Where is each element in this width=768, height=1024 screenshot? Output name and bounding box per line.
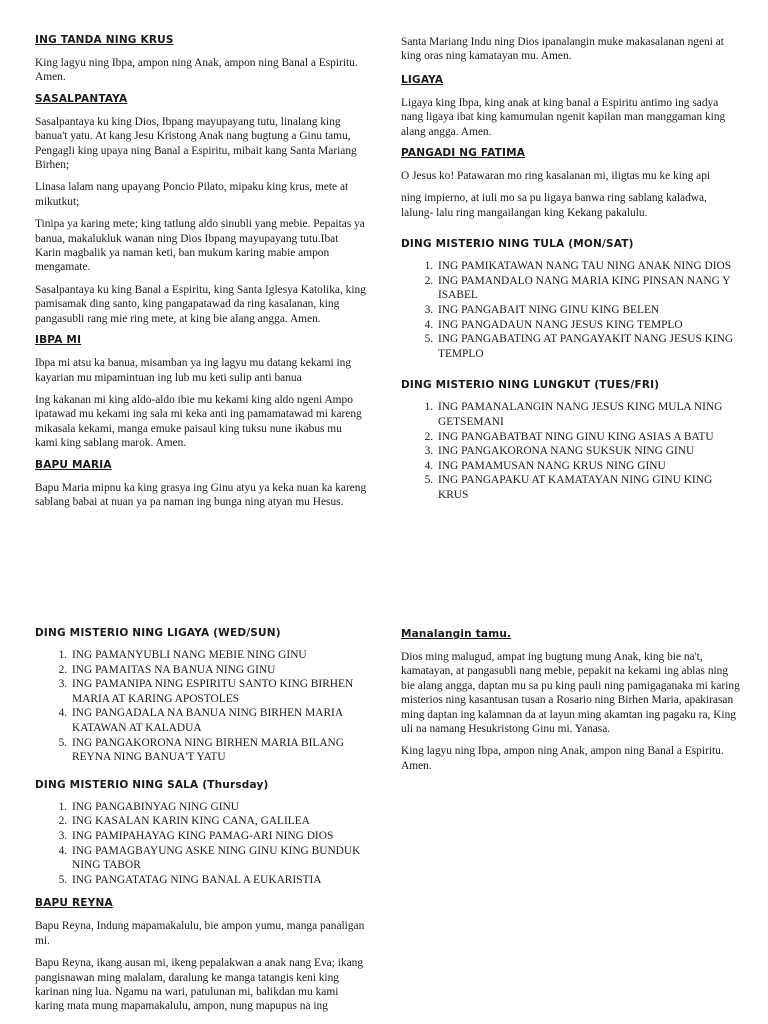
heading-pangadi-fatima: PANGADI NG FATIMA xyxy=(401,147,526,160)
paragraph: Bapu Maria mipnu ka king grasya ing Ginu atyu ya keka nuan ka kareng sablang babai at nuan ya pa naman ing bunga ning atyan mu Hesus. xyxy=(35,481,367,508)
paragraph: Bapu Reyna, Indung mapamakalulu, bie ampon yumu, manga panaligan mi. xyxy=(35,920,365,947)
list-item: 3. ING PANGABAIT NING GINU KING BELEN xyxy=(436,303,741,318)
mysteries-list-tula xyxy=(401,259,741,361)
paragraph: Ibpa mi atsu ka banua, misamban ya ing lagyu mu datang kekami ing kayarian mu mipamintuan ing lub mu keti sulip anti banua xyxy=(35,357,352,384)
heading-bapu-reyna: BAPU REYNA xyxy=(35,897,113,910)
list-item: 1. ING PANGABINYAG NING GINU xyxy=(70,800,367,815)
heading-misterio-sala: DING MISTERIO NING SALA (Thursday) xyxy=(35,778,269,791)
column-top-right xyxy=(401,35,741,513)
list-item: 3. ING PAMIPAHAYAG KING PAMAG-ARI NING DIOS xyxy=(70,829,367,844)
list-item: 1. ING PAMANALANGIN NANG JESUS KING MULA NING GETSEMANI xyxy=(436,400,741,429)
paragraph: Ing kakanan mi king aldo-aldo ibie mu kekami king aldo ngeni Ampo ipatawad mu kekami ing sala mi keka anti ing pamamatawad mi kareng mikasala kekami, manga emuke paisaul king tuksu nune ikabus mu kami king sablang marok. Amen. xyxy=(35,393,362,450)
paragraph: King lagyu ning Ibpa, ampon ning Anak, ampon ning Banal a Espiritu. Amen. xyxy=(401,745,724,772)
list-item: 5. ING PANGABATING AT PANGAYAKIT NANG JESUS KING TEMPLO xyxy=(436,332,741,361)
mysteries-list-sala xyxy=(35,800,367,888)
list-item: 4. ING PAMAGBAYUNG ASKE NING GINU KING BUNDUK NING TABOR xyxy=(70,844,367,873)
paragraph: ning impierno, at iuli mo sa pu ligaya banwa ring sablang kaladwa, lalung- lalu ring mangailangan king Kekang pakalulu. xyxy=(401,192,707,219)
paragraph: King lagyu ning Ibpa, ampon ning Anak, ampon ning Banal a Espiritu. Amen. xyxy=(35,57,358,84)
heading-bapu-maria: BAPU MARIA xyxy=(35,458,112,471)
list-item: 5. ING PANGAKORONA NING BIRHEN MARIA BILANG REYNA NING BANUA'T YATU xyxy=(70,736,367,765)
list-item: 3. ING PANGAKORONA NANG SUKSUK NING GINU xyxy=(436,444,741,459)
heading-misterio-ligaya: DING MISTERIO NING LIGAYA (WED/SUN) xyxy=(35,627,281,639)
heading-ligaya: LIGAYA xyxy=(401,73,444,86)
paragraph: Linasa lalam nang upayang Poncio Pilato, mipaku king krus, mete at mikutkut; xyxy=(35,181,349,208)
paragraph: Sasalpantaya ku king Banal a Espiritu, king Santa Iglesya Katolika, king pamisamak ding santo, king pangapatawad da ring kasalanan, king pangasubli rang mie ring mete, at king bie alang angga. Amen. xyxy=(35,283,366,325)
list-item: 4. ING PANGADALA NA BANUA NING BIRHEN MARIA KATAWAN AT KALADUA xyxy=(70,706,367,735)
paragraph: Ligaya king Ibpa, king anak at king banal a Espiritu antimo ing sadya nang ligaya ibat king kamumulan ngenit kapilan man manggaman king alang angga. Amen. xyxy=(401,96,726,138)
mysteries-list-ligaya xyxy=(35,648,367,765)
list-item: 5. ING PANGATATAG NING BANAL A EUKARISTIA xyxy=(70,873,367,888)
list-item: 1. ING PAMANYUBLI NANG MEBIE NING GINU xyxy=(70,648,367,663)
paragraph: O Jesus ko! Patawaran mo ring kasalanan mi, iligtas mu ke king api xyxy=(401,170,711,183)
list-item: 1. ING PAMIKATAWAN NANG TAU NING ANAK NING DIOS xyxy=(436,259,741,274)
paragraph: Bapu Reyna, ikang ausan mi, ikeng pepalakwan a anak nang Eva; ikang pangisnawan ming malalam, daralung ke manga tatangis keni king karinan ning lua. Ngamu na wari, patulunan mi, balikdan mu kami karing mata mung mapamakalulu, ampon, nung mapupus na ing xyxy=(35,957,364,1013)
list-item: 2. ING PAMAITAS NA BANUA NING GINU xyxy=(70,663,367,678)
heading-ibpa-mi: IBPA MI xyxy=(35,334,82,347)
paragraph: Santa Mariang Indu ning Dios ipanalangin muke makasalanan ngeni at king oras ning kamatayan mu. Amen. xyxy=(401,36,724,63)
list-item: 3. ING PAMANIPA NING ESPIRITU SANTO KING BIRHEN MARIA AT KARING APOSTOLES xyxy=(70,677,367,706)
list-item: 5. ING PANGAPAKU AT KAMATAYAN NING GINU KING KRUS xyxy=(436,473,741,502)
heading-misterio-lungkut: DING MISTERIO NING LUNGKUT (TUES/FRI) xyxy=(401,379,660,392)
column-bottom-left xyxy=(35,627,367,1022)
list-item: 2. ING PANGABATBAT NING GINU KING ASIAS A BATU xyxy=(436,430,741,445)
list-item: 2. ING KASALAN KARIN KING CANA, GALILEA xyxy=(70,814,367,829)
paragraph: Tinipa ya karing mete; king tatlung aldo sinubli yang mebie. Pepaitas ya banua, makalukluk wanan ning Dios Ibpang mayupayang tutu.Ibat Karin magbalik ya naman keti, ban mukum karing mabie ampon mengamate. xyxy=(35,218,365,274)
column-bottom-right xyxy=(401,628,741,781)
paragraph: Sasalpantaya ku king Dios, Ibpang mayupayang tutu, linalang king banua't yatu. At kang Jesu Kristong Anak nang bugtung a Ginu tamu, Pengagli king upaya ning Banal a Espiritu, mibait kang Santa Mariang Birhen; xyxy=(35,115,357,172)
list-item: 2. ING PAMANDALO NANG MARIA KING PINSAN NANG Y ISABEL xyxy=(436,274,741,303)
paragraph: Dios ming malugud, ampat ing bugtung mung Anak, king bie na't, kamatayan, at pangasubli nang mebie, pepakit na kekami ing ablas ning bie alang angga, daptan mu sa pu king pauli ning pamigaganaka mi karing misterios ning kasantusan tusan a Rosario ning Birhen Maria, apakirasan ming daptan ing kalamnan da at layun ming akamtan ing pagaku ra, King uli na namang Hesukristong Ginu mi. Yanasa. xyxy=(401,651,740,736)
heading-misterio-tula: DING MISTERIO NING TULA (MON/SAT) xyxy=(401,238,634,251)
mysteries-list-lungkut xyxy=(401,400,741,502)
list-item: 4. ING PAMAMUSAN NANG KRUS NING GINU xyxy=(436,459,741,474)
heading-sasalpantaya: SASALPANTAYA xyxy=(35,92,128,105)
heading-tanda-ning-krus: ING TANDA NING KRUS xyxy=(35,34,174,46)
list-item: 4. ING PANGADAUN NANG JESUS KING TEMPLO xyxy=(436,318,741,333)
heading-manalangin-tamu: Manalangin tamu. xyxy=(401,628,512,640)
column-top-left xyxy=(35,34,367,517)
